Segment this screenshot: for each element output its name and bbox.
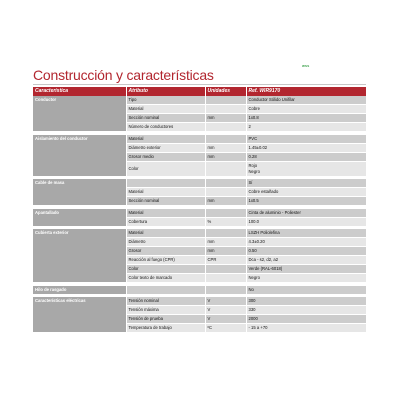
units-cell: mm	[205, 114, 246, 123]
units-cell	[205, 123, 246, 132]
attribute-cell: Número de conductores	[126, 123, 205, 132]
value-cell: LSZH Poliolefina	[246, 229, 366, 238]
attribute-cell: Reacción al fuego (CPR)	[126, 256, 205, 265]
attribute-cell: Material	[126, 135, 205, 144]
units-cell: mm	[205, 143, 246, 152]
attribute-cell: Tensión de prueba	[126, 315, 205, 324]
section-label: Aislamiento del conductor	[33, 135, 126, 177]
units-cell	[205, 286, 246, 295]
table-row	[33, 96, 366, 105]
value-cell: Negro	[246, 274, 366, 283]
units-cell: V	[205, 315, 246, 324]
section-label: Cable de masa	[33, 179, 126, 206]
value-cell: 300	[246, 297, 366, 306]
value-cell: Conductor Sólido Unifilar	[246, 96, 366, 105]
page-title: Construcción y características	[33, 67, 214, 83]
attribute-cell: Material	[126, 229, 205, 238]
attribute-cell: Cobertura	[126, 217, 205, 226]
units-cell	[205, 135, 246, 144]
attribute-cell: Sección nominal	[126, 197, 205, 206]
units-cell	[205, 161, 246, 176]
value-cell: 330	[246, 306, 366, 315]
header-reference: Ref. WIR9170	[246, 87, 366, 96]
header-attribute: Atributo	[126, 87, 205, 96]
value-cell: Sí	[246, 179, 366, 188]
attribute-cell: Color texto de marcado	[126, 274, 205, 283]
table-row	[33, 297, 366, 306]
attribute-cell: Material	[126, 105, 205, 114]
value-cell: 2000	[246, 315, 366, 324]
units-cell	[205, 105, 246, 114]
header-units: Unidades	[205, 87, 246, 96]
value-cell: 0.50	[246, 247, 366, 256]
attribute-cell	[126, 286, 205, 295]
units-cell	[205, 179, 246, 188]
units-cell	[205, 96, 246, 105]
attribute-cell: Sección nominal	[126, 114, 205, 123]
value-cell: 100.0	[246, 217, 366, 226]
units-cell	[205, 229, 246, 238]
attribute-cell: Tensión máxima	[126, 306, 205, 315]
value-cell: Cinta de aluminio - Poliester	[246, 209, 366, 218]
value-cell: 1x0.5	[246, 197, 366, 206]
section-label: Conductor	[33, 96, 126, 132]
table-row	[33, 286, 366, 295]
section-label: Cubierta exterior	[33, 229, 126, 283]
value-cell: 0.28	[246, 152, 366, 161]
units-cell	[205, 188, 246, 197]
units-cell: %	[205, 217, 246, 226]
attribute-cell: Color	[126, 265, 205, 274]
spec-table-body	[33, 96, 366, 333]
value-cell: - 15 a +70	[246, 324, 366, 333]
units-cell: V	[205, 297, 246, 306]
table-row	[33, 209, 366, 218]
value-cell: No	[246, 286, 366, 295]
attribute-cell: Material	[126, 188, 205, 197]
value-cell: PVC	[246, 135, 366, 144]
section-label: Apantallado	[33, 209, 126, 227]
attribute-cell: Tensión nominal	[126, 297, 205, 306]
units-cell: V	[205, 306, 246, 315]
units-cell: mm	[205, 247, 246, 256]
attribute-cell: Tipo	[126, 96, 205, 105]
spec-table	[33, 87, 367, 333]
units-cell	[205, 265, 246, 274]
table-header-row	[33, 87, 366, 96]
value-cell: Dca - s2, d2, a2	[246, 256, 366, 265]
title-divider	[33, 84, 366, 85]
value-cell: 4.3±0.20	[246, 238, 366, 247]
value-cell: Cobre estañado	[246, 188, 366, 197]
table-row	[33, 135, 366, 144]
attribute-cell: Diámetro exterior	[126, 143, 205, 152]
section-label: Hilo de rasgado	[33, 286, 126, 295]
attribute-cell	[126, 179, 205, 188]
attribute-cell: Color	[126, 161, 205, 176]
units-cell	[205, 274, 246, 283]
units-cell: CPR	[205, 256, 246, 265]
value-cell: Cobre	[246, 105, 366, 114]
units-cell: mm	[205, 152, 246, 161]
table-row	[33, 179, 366, 188]
brand-badge: WSS	[302, 64, 310, 68]
section-label: Características eléctricas	[33, 297, 126, 333]
units-cell	[205, 209, 246, 218]
units-cell: ºC	[205, 324, 246, 333]
value-cell: Rojo Negro	[246, 161, 366, 176]
header-characteristic: Característica	[33, 87, 126, 96]
table-row	[33, 229, 366, 238]
value-cell: 2	[246, 123, 366, 132]
value-cell: 1.45±0.02	[246, 143, 366, 152]
units-cell: mm	[205, 197, 246, 206]
attribute-cell: Temperatura de trabajo	[126, 324, 205, 333]
units-cell: mm	[205, 238, 246, 247]
value-cell: Verde (RAL-6018)	[246, 265, 366, 274]
value-cell: 1x0.8	[246, 114, 366, 123]
attribute-cell: Diámetro	[126, 238, 205, 247]
attribute-cell: Material	[126, 209, 205, 218]
attribute-cell: Grosor	[126, 247, 205, 256]
attribute-cell: Grosor medio	[126, 152, 205, 161]
